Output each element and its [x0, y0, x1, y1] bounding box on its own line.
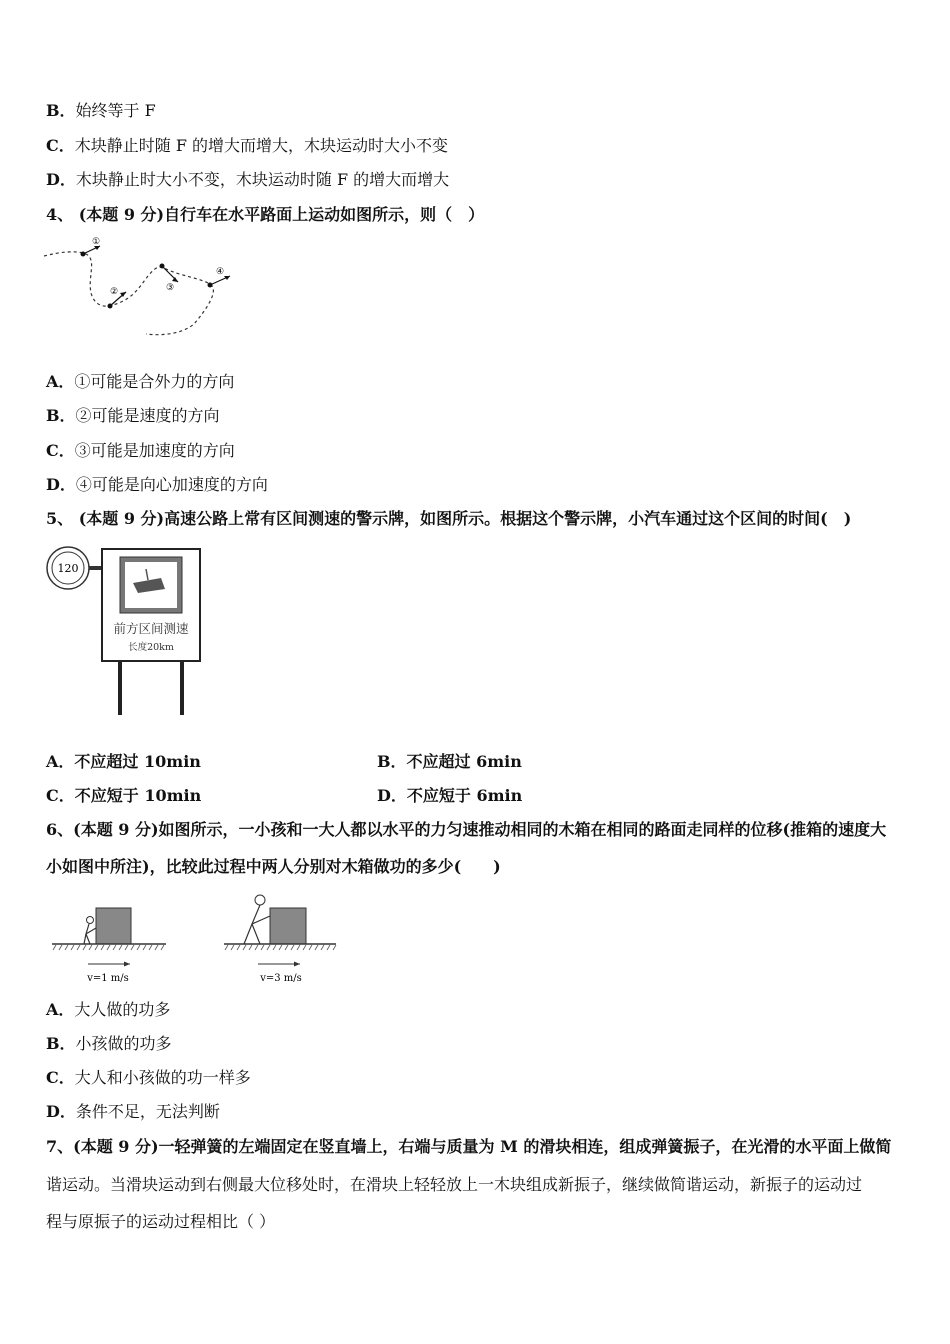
sign-post-right: [180, 661, 184, 715]
option-text: 条件不足，无法判断: [75, 1102, 220, 1121]
option-text: 始终等于 F: [75, 101, 156, 120]
q5-stem: 5、 (本题 9 分)高速公路上常有区间测速的警示牌，如图所示。根据这个警示牌，小汽车通过这个区间的时间( ): [46, 509, 852, 528]
q6-option-d: [46, 1102, 220, 1122]
option-label: C．: [46, 1068, 75, 1087]
option-text: ③可能是加速度的方向: [74, 441, 235, 460]
option-label: A．: [46, 752, 75, 771]
q3-option-d: [46, 170, 449, 190]
option-label: D．: [377, 786, 407, 805]
option-text: 不应短于 6min: [406, 786, 523, 805]
option-label: B．: [46, 1034, 76, 1053]
q6-option-c: [46, 1068, 251, 1088]
speed-camera-sign-figure: [44, 543, 209, 718]
option-label: B．: [377, 752, 407, 771]
sign-post-left: [118, 661, 122, 715]
q5-option-a: [46, 752, 201, 772]
adult-head: [255, 895, 265, 905]
q5-option-d: [377, 786, 522, 806]
arrowhead-3: [172, 277, 178, 282]
option-label: A．: [46, 1000, 75, 1019]
option-label: C．: [46, 786, 75, 805]
option-label: A．: [46, 372, 75, 391]
option-text: 大人和小孩做的功一样多: [74, 1068, 251, 1087]
velocity-label-right: v=3 m/s: [260, 973, 302, 984]
box-left: [96, 908, 131, 944]
q4-option-a: [46, 372, 234, 392]
q3-option-b: [46, 101, 156, 121]
sign-title: 前方区间测速: [113, 621, 189, 636]
q4-option-b: [46, 406, 220, 426]
label-4: ④: [216, 267, 225, 277]
child-head: [87, 917, 94, 924]
option-text: 不应短于 10min: [74, 786, 202, 805]
q4-option-c: [46, 441, 235, 461]
option-label: C．: [46, 136, 75, 155]
dashed-trajectory: [44, 252, 213, 335]
option-label: C．: [46, 441, 75, 460]
q7-line3: 程与原振子的运动过程相比（ ）: [46, 1212, 276, 1231]
option-label: B．: [46, 101, 76, 120]
q6-option-b: [46, 1034, 172, 1054]
box-right: [270, 908, 306, 944]
velocity-arrowhead-right: [294, 962, 300, 967]
q6-stem-line1: 6、(本题 9 分)如图所示，一小孩和一大人都以水平的力匀速推动相同的木箱在相同的路面走同样的位移(推箱的速度大: [46, 820, 887, 839]
sign-length: 长度20km: [128, 642, 174, 653]
option-label: D．: [46, 170, 76, 189]
speed-limit-value: 120: [57, 562, 79, 575]
label-2: ②: [110, 287, 119, 297]
ground-hatch-left: [53, 945, 164, 950]
option-text: 不应超过 6min: [406, 752, 522, 771]
q3-option-c: [46, 136, 448, 156]
option-text: ④可能是向心加速度的方向: [75, 475, 268, 494]
option-text: 大人做的功多: [74, 1000, 171, 1019]
label-3: ③: [166, 283, 175, 293]
q7-line2: 谐运动。当滑块运动到右侧最大位移处时，在滑块上轻轻放上一木块组成新振子，继续做简谐运动，新振子的运动过: [46, 1175, 863, 1194]
ground-hatch-right: [225, 945, 336, 950]
option-label: D．: [46, 475, 76, 494]
q7-line1: 7、(本题 9 分)一轻弹簧的左端固定在竖直墙上，右端与质量为 M 的滑块相连，组成弹簧振子，在光滑的水平面上做简: [46, 1137, 892, 1156]
q5-option-c: [46, 786, 201, 806]
option-text: 木块静止时随 F 的增大而增大，木块运动时大小不变: [74, 136, 449, 155]
child-body: [84, 924, 96, 944]
option-text: 小孩做的功多: [75, 1034, 172, 1053]
q4-stem: 4、 (本题 9 分)自行车在水平路面上运动如图所示，则（ ）: [46, 205, 485, 224]
option-text: 木块静止时大小不变，木块运动时随 F 的增大而增大: [75, 170, 450, 189]
option-text: ②可能是速度的方向: [75, 406, 220, 425]
option-text: ①可能是合外力的方向: [74, 372, 235, 391]
option-label: D．: [46, 1102, 76, 1121]
option-label: B．: [46, 406, 76, 425]
label-1: ①: [92, 237, 101, 247]
bicycle-path-figure: [40, 232, 250, 344]
q6-option-a: [46, 1000, 170, 1020]
adult-body: [244, 905, 270, 944]
velocity-label-left: v=1 m/s: [87, 973, 129, 984]
velocity-arrowhead-left: [124, 962, 130, 967]
pushing-box-figure: [48, 890, 348, 990]
q6-stem-line2: 小如图中所注)，比较此过程中两人分别对木箱做功的多少( ): [46, 857, 501, 876]
q5-option-b: [377, 752, 522, 772]
option-text: 不应超过 10min: [74, 752, 201, 771]
q4-option-d: [46, 475, 268, 495]
